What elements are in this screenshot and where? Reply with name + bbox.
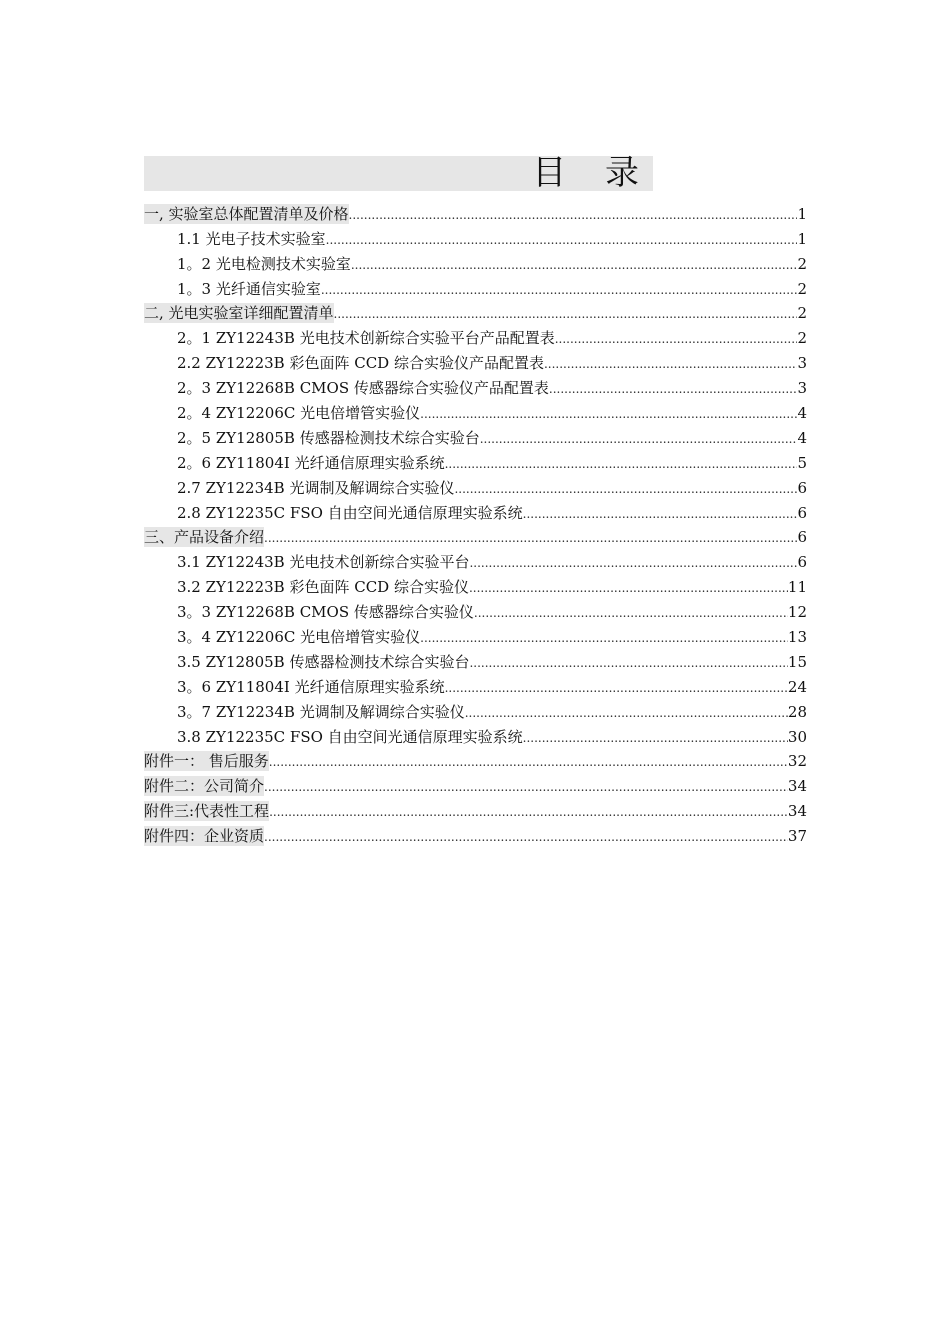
toc-entry[interactable] [144, 448, 807, 473]
toc-entry-text: 三、产品设备介绍 [144, 528, 265, 547]
toc-entry[interactable] [144, 697, 807, 722]
toc-entry[interactable] [144, 323, 807, 348]
toc-leader-dots [544, 355, 797, 373]
toc-leader-dots [465, 704, 788, 722]
toc-entry-page: 30 [787, 727, 807, 746]
toc-entry[interactable] [144, 274, 807, 299]
toc-leader-dots [351, 256, 798, 274]
toc-entry-page: 6 [797, 528, 807, 547]
toc-entry-page: 28 [787, 702, 807, 721]
toc-entry-page: 4 [797, 404, 807, 423]
table-of-contents [144, 199, 807, 846]
toc-entry-text: 1。2 光电检测技术实验室 [177, 254, 351, 273]
toc-entry[interactable] [144, 398, 807, 423]
toc-entry-page: 5 [797, 453, 807, 472]
toc-entry[interactable] [144, 348, 807, 373]
toc-entry[interactable] [144, 373, 807, 398]
toc-entry-text: 3。6 ZY11804I 光纤通信原理实验系统 [177, 677, 445, 696]
toc-entry-text: 2.7 ZY12234B 光调制及解调综合实验仪 [177, 478, 455, 497]
toc-entry-text: 二, 光电实验室详细配置清单 [144, 304, 334, 323]
toc-entry-page: 1 [797, 204, 807, 223]
toc-leader-dots [523, 505, 798, 523]
toc-entry[interactable] [144, 572, 807, 597]
toc-entry-text: 2。3 ZY12268B CMOS 传感器综合实验仪产品配置表 [177, 379, 549, 398]
toc-entry-text: 2。4 ZY12206C 光电倍增管实验仪 [177, 404, 421, 423]
toc-entry-text: 3.8 ZY12235C FSO 自由空间光通信原理实验系统 [177, 727, 523, 746]
toc-leader-dots [454, 480, 797, 498]
toc-entry-page: 15 [787, 652, 807, 671]
toc-entry-text: 附件三:代表性工程 [144, 802, 270, 821]
toc-title: 目 录 [532, 153, 653, 193]
toc-leader-dots [469, 579, 788, 597]
toc-leader-dots [469, 554, 797, 572]
toc-leader-dots [420, 629, 788, 647]
toc-entry[interactable] [144, 224, 807, 249]
toc-entry-page: 6 [797, 553, 807, 572]
toc-leader-dots [420, 405, 797, 423]
toc-leader-dots [555, 330, 798, 348]
toc-entry-page: 3 [797, 379, 807, 398]
toc-entry-text: 1.1 光电子技术实验室 [177, 229, 326, 248]
toc-entry[interactable] [144, 747, 807, 772]
toc-entry[interactable] [144, 249, 807, 274]
toc-leader-dots [321, 281, 798, 299]
toc-leader-dots [264, 778, 788, 796]
toc-entry-text: 2。5 ZY12805B 传感器检测技术综合实验台 [177, 428, 480, 447]
toc-entry-text: 一, 实验室总体配置清单及价格 [144, 204, 349, 223]
toc-entry-page: 2 [797, 304, 807, 323]
toc-entry-page: 32 [787, 752, 807, 771]
toc-entry-text: 3.5 ZY12805B 传感器检测技术综合实验台 [177, 652, 470, 671]
toc-entry[interactable] [144, 771, 807, 796]
toc-leader-dots [445, 455, 798, 473]
toc-entry-page: 4 [797, 428, 807, 447]
toc-entry-text: 附件二：公司简介 [144, 777, 265, 796]
toc-entry-text: 3。3 ZY12268B CMOS 传感器综合实验仪 [177, 603, 474, 622]
toc-leader-dots [474, 604, 788, 622]
toc-leader-dots [480, 430, 798, 448]
toc-entry-page: 6 [797, 478, 807, 497]
toc-entry-text: 2.8 ZY12235C FSO 自由空间光通信原理实验系统 [177, 503, 523, 522]
toc-leader-dots [326, 231, 798, 249]
toc-leader-dots [469, 654, 787, 672]
toc-entry-page: 3 [797, 354, 807, 373]
toc-entry-text: 1。3 光纤通信实验室 [177, 279, 321, 298]
toc-entry-text: 3。4 ZY12206C 光电倍增管实验仪 [177, 628, 421, 647]
toc-leader-dots [269, 753, 788, 771]
toc-entry[interactable] [144, 423, 807, 448]
toc-entry-page: 11 [787, 578, 807, 597]
toc-entry[interactable] [144, 299, 807, 324]
toc-entry[interactable] [144, 523, 807, 548]
toc-leader-dots [264, 529, 797, 547]
toc-entry[interactable] [144, 796, 807, 821]
toc-leader-dots [334, 305, 798, 323]
toc-leader-dots [445, 679, 788, 697]
toc-entry[interactable] [144, 597, 807, 622]
toc-entry[interactable] [144, 473, 807, 498]
toc-entry-text: 3。7 ZY12234B 光调制及解调综合实验仪 [177, 702, 465, 721]
toc-entry-page: 6 [797, 503, 807, 522]
toc-entry[interactable] [144, 821, 807, 846]
toc-entry[interactable] [144, 622, 807, 647]
toc-entry[interactable] [144, 498, 807, 523]
toc-leader-dots [349, 206, 798, 224]
toc-entry-text: 附件四：企业资质 [144, 827, 265, 846]
toc-entry-page: 37 [787, 827, 807, 846]
toc-entry-page: 34 [787, 777, 807, 796]
toc-entry[interactable] [144, 672, 807, 697]
toc-entry-page: 12 [787, 603, 807, 622]
toc-entry-text: 2.2 ZY12223B 彩色面阵 CCD 综合实验仪产品配置表 [177, 354, 544, 373]
toc-entry[interactable] [144, 647, 807, 672]
toc-leader-dots [269, 803, 788, 821]
toc-entry-page: 1 [797, 229, 807, 248]
toc-entry-text: 3.1 ZY12243B 光电技术创新综合实验平台 [177, 553, 470, 572]
toc-title-bar [144, 153, 653, 193]
toc-leader-dots [549, 380, 798, 398]
toc-entry-text: 2。6 ZY11804I 光纤通信原理实验系统 [177, 453, 445, 472]
toc-entry-page: 2 [797, 279, 807, 298]
toc-entry-page: 2 [797, 329, 807, 348]
toc-entry-page: 24 [787, 677, 807, 696]
toc-entry[interactable] [144, 722, 807, 747]
toc-entry-page: 2 [797, 254, 807, 273]
toc-leader-dots [523, 729, 788, 747]
toc-leader-dots [264, 828, 788, 846]
toc-entry-page: 34 [787, 802, 807, 821]
toc-entry-page: 13 [787, 628, 807, 647]
toc-entry[interactable] [144, 547, 807, 572]
toc-entry-text: 3.2 ZY12223B 彩色面阵 CCD 综合实验仪 [177, 578, 469, 597]
toc-entry-text: 附件一： 售后服务 [144, 752, 269, 771]
toc-entry-text: 2。1 ZY12243B 光电技术创新综合实验平台产品配置表 [177, 329, 555, 348]
toc-entry[interactable] [144, 199, 807, 224]
